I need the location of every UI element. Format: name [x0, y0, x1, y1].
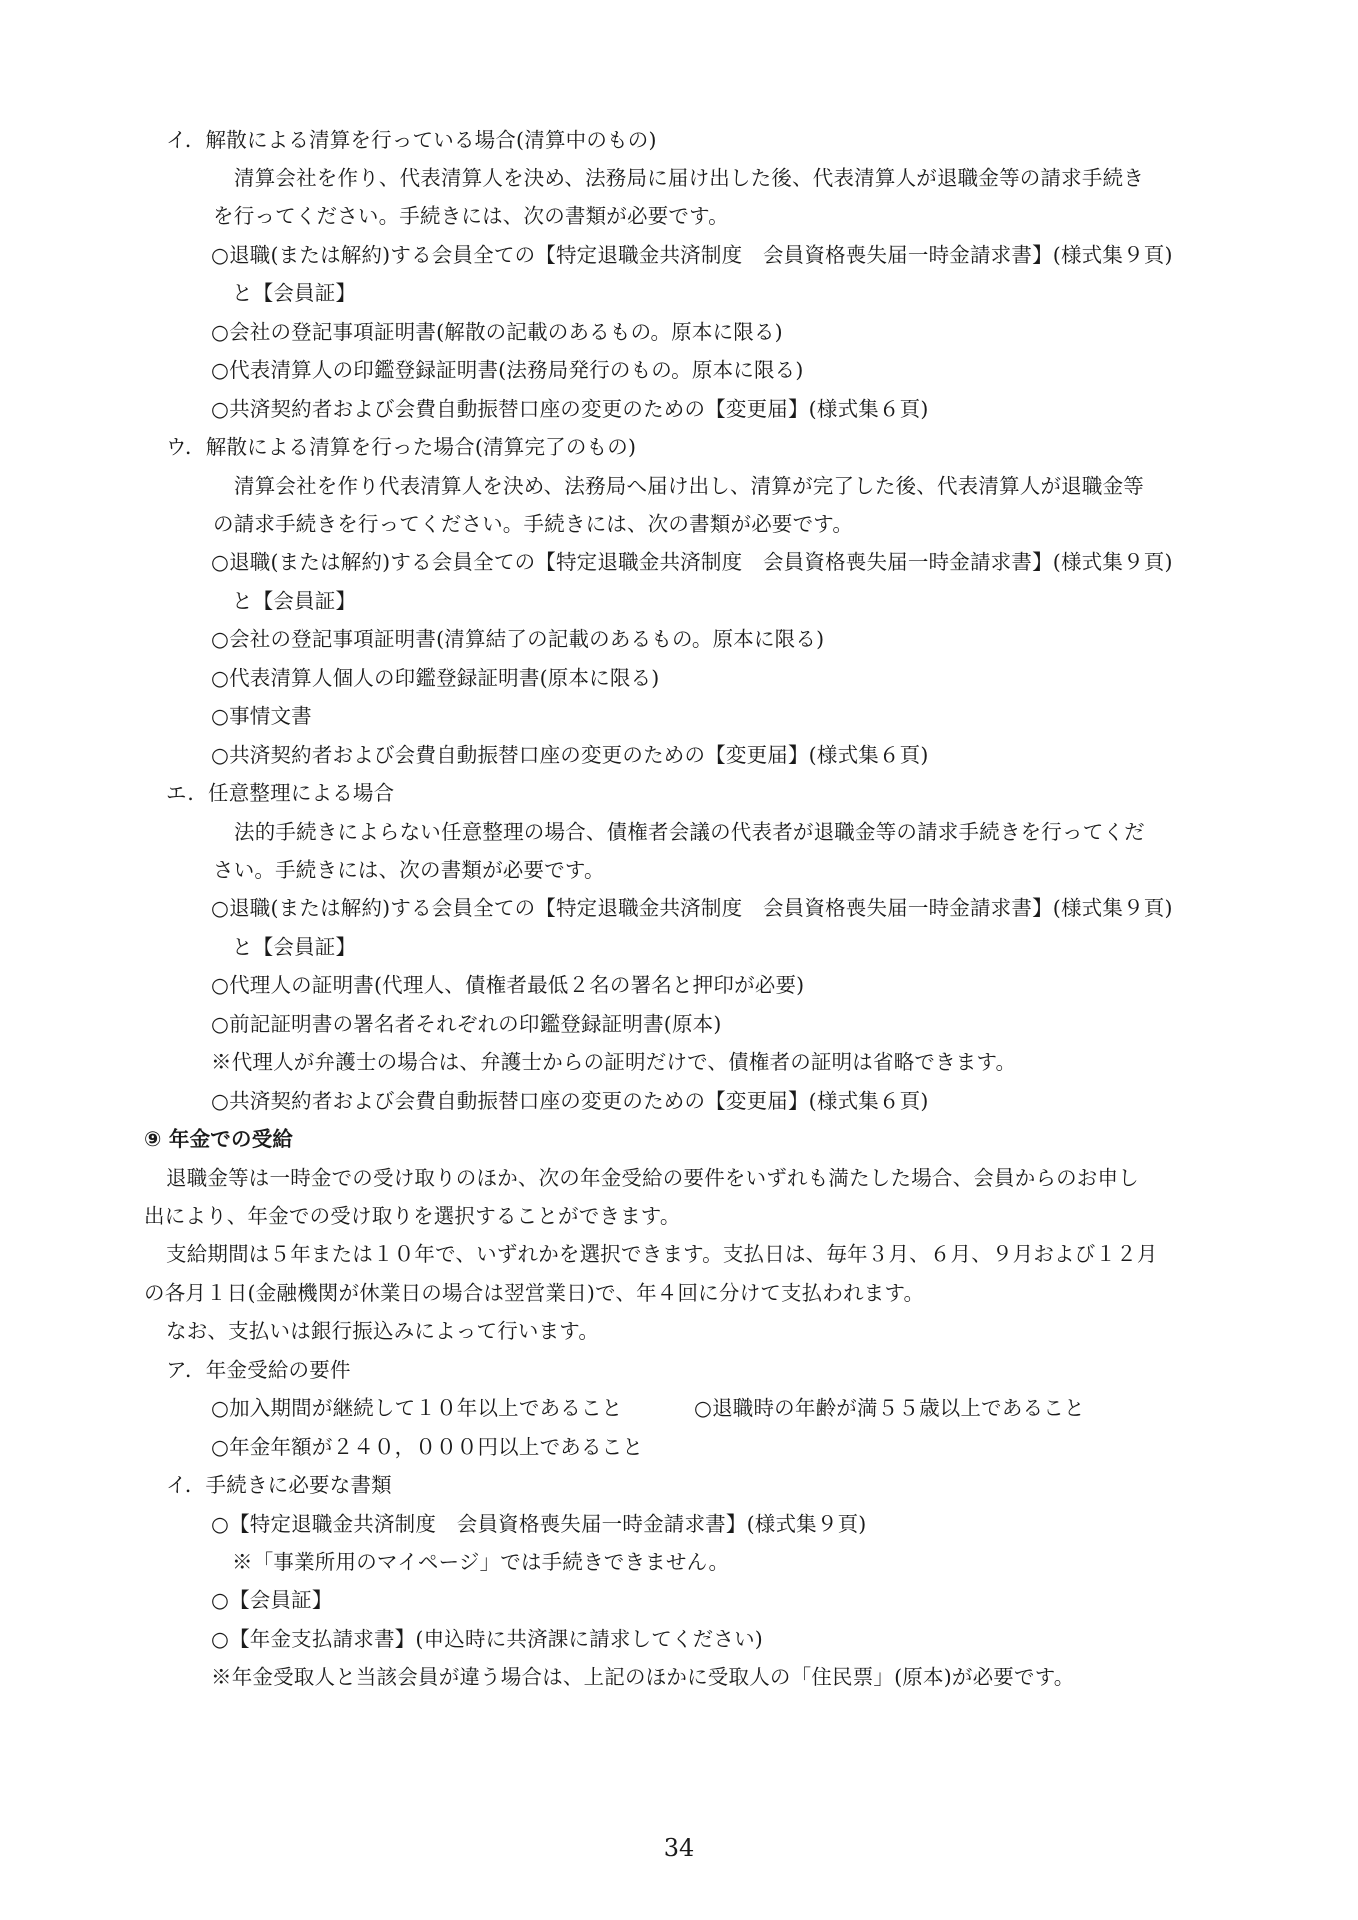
- list-item: ○事情文書: [211, 704, 312, 728]
- list-item: ○退職(または解約)する会員全ての【特定退職金共済制度 会員資格喪失届一時金請求書】(様式集９頁): [211, 550, 1173, 574]
- paragraph-line: を行ってください。手続きには、次の書類が必要です。: [213, 204, 729, 228]
- list-item: ○年金年額が２４０，０００円以上であること: [211, 1435, 644, 1459]
- heading-i-liquidating: イ．解散による清算を行っている場合(清算中のもの): [166, 128, 657, 152]
- heading-a-requirements: ア．年金受給の要件: [166, 1358, 351, 1382]
- list-item: ○代表清算人個人の印鑑登録証明書(原本に限る): [211, 666, 660, 690]
- note-line: ※「事業所用のマイページ」では手続きできません。: [232, 1550, 730, 1574]
- paragraph-line: 法的手続きによらない任意整理の場合、債権者会議の代表者が退職金等の請求手続きを行ってくだ: [234, 820, 1145, 844]
- list-item: ○会社の登記事項証明書(解散の記載のあるもの。原本に限る): [211, 320, 783, 344]
- note-line: ※代理人が弁護士の場合は、弁護士からの証明だけで、債権者の証明は省略できます。: [211, 1050, 1017, 1074]
- heading-u-liquidated: ウ．解散による清算を行った場合(清算完了のもの): [166, 435, 637, 459]
- list-item: ○【特定退職金共済制度 会員資格喪失届一時金請求書】(様式集９頁): [211, 1512, 867, 1536]
- list-item: ○共済契約者および会費自動振替口座の変更のための【変更届】(様式集６頁): [211, 397, 929, 421]
- paragraph-line: 支給期間は５年または１０年で、いずれかを選択できます。支払日は、毎年３月、６月、９月および１２月: [166, 1242, 1158, 1266]
- page-number: 34: [663, 1834, 695, 1862]
- note-line: ※年金受取人と当該会員が違う場合は、上記のほかに受取人の「住民票」(原本)が必要です。: [211, 1665, 1075, 1689]
- list-item: ○退職(または解約)する会員全ての【特定退職金共済制度 会員資格喪失届一時金請求書】(様式集９頁): [211, 243, 1173, 267]
- paragraph-line: の各月１日(金融機関が休業日の場合は翌営業日)で、年４回に分けて支払われます。: [144, 1281, 925, 1305]
- list-item: ○退職(または解約)する会員全ての【特定退職金共済制度 会員資格喪失届一時金請求書】(様式集９頁): [211, 896, 1173, 920]
- paragraph-line: なお、支払いは銀行振込みによって行います。: [166, 1319, 600, 1343]
- paragraph-line: の請求手続きを行ってください。手続きには、次の書類が必要です。: [213, 512, 854, 536]
- list-item: ○加入期間が継続して１０年以上であること: [211, 1396, 623, 1420]
- list-item: ○【会員証】: [211, 1588, 333, 1612]
- list-item: ○【年金支払請求書】(申込時に共済課に請求してください): [211, 1627, 763, 1651]
- paragraph-line: 出により、年金での受け取りを選択することができます。: [144, 1204, 681, 1228]
- list-item: ○共済契約者および会費自動振替口座の変更のための【変更届】(様式集６頁): [211, 743, 929, 767]
- heading-e-voluntary: エ．任意整理による場合: [166, 781, 395, 805]
- list-item-continuation: と【会員証】: [232, 281, 357, 305]
- paragraph-line: 退職金等は一時金での受け取りのほか、次の年金受給の要件をいずれも満たした場合、会員からのお申し: [166, 1166, 1139, 1190]
- list-item-continuation: と【会員証】: [232, 935, 357, 959]
- list-item: ○会社の登記事項証明書(清算結了の記載のあるもの。原本に限る): [211, 627, 825, 651]
- list-item: ○共済契約者および会費自動振替口座の変更のための【変更届】(様式集６頁): [211, 1089, 929, 1113]
- list-item: ○退職時の年齢が満５５歳以上であること: [694, 1396, 1085, 1420]
- paragraph-line: さい。手続きには、次の書類が必要です。: [213, 858, 605, 882]
- paragraph-line: 清算会社を作り代表清算人を決め、法務局へ届け出し、清算が完了した後、代表清算人が退職金等: [234, 474, 1144, 498]
- list-item-continuation: と【会員証】: [232, 589, 357, 613]
- list-item: ○前記証明書の署名者それぞれの印鑑登録証明書(原本): [211, 1012, 722, 1036]
- list-item: ○代理人の証明書(代理人、債権者最低２名の署名と押印が必要): [211, 973, 805, 997]
- list-item: ○代表清算人の印鑑登録証明書(法務局発行のもの。原本に限る): [211, 358, 804, 382]
- section-title-pension: ⑨ 年金での受給: [144, 1127, 294, 1151]
- paragraph-line: 清算会社を作り、代表清算人を決め、法務局に届け出した後、代表清算人が退職金等の請求手続き: [234, 166, 1144, 190]
- heading-i-documents: イ．手続きに必要な書類: [166, 1473, 392, 1497]
